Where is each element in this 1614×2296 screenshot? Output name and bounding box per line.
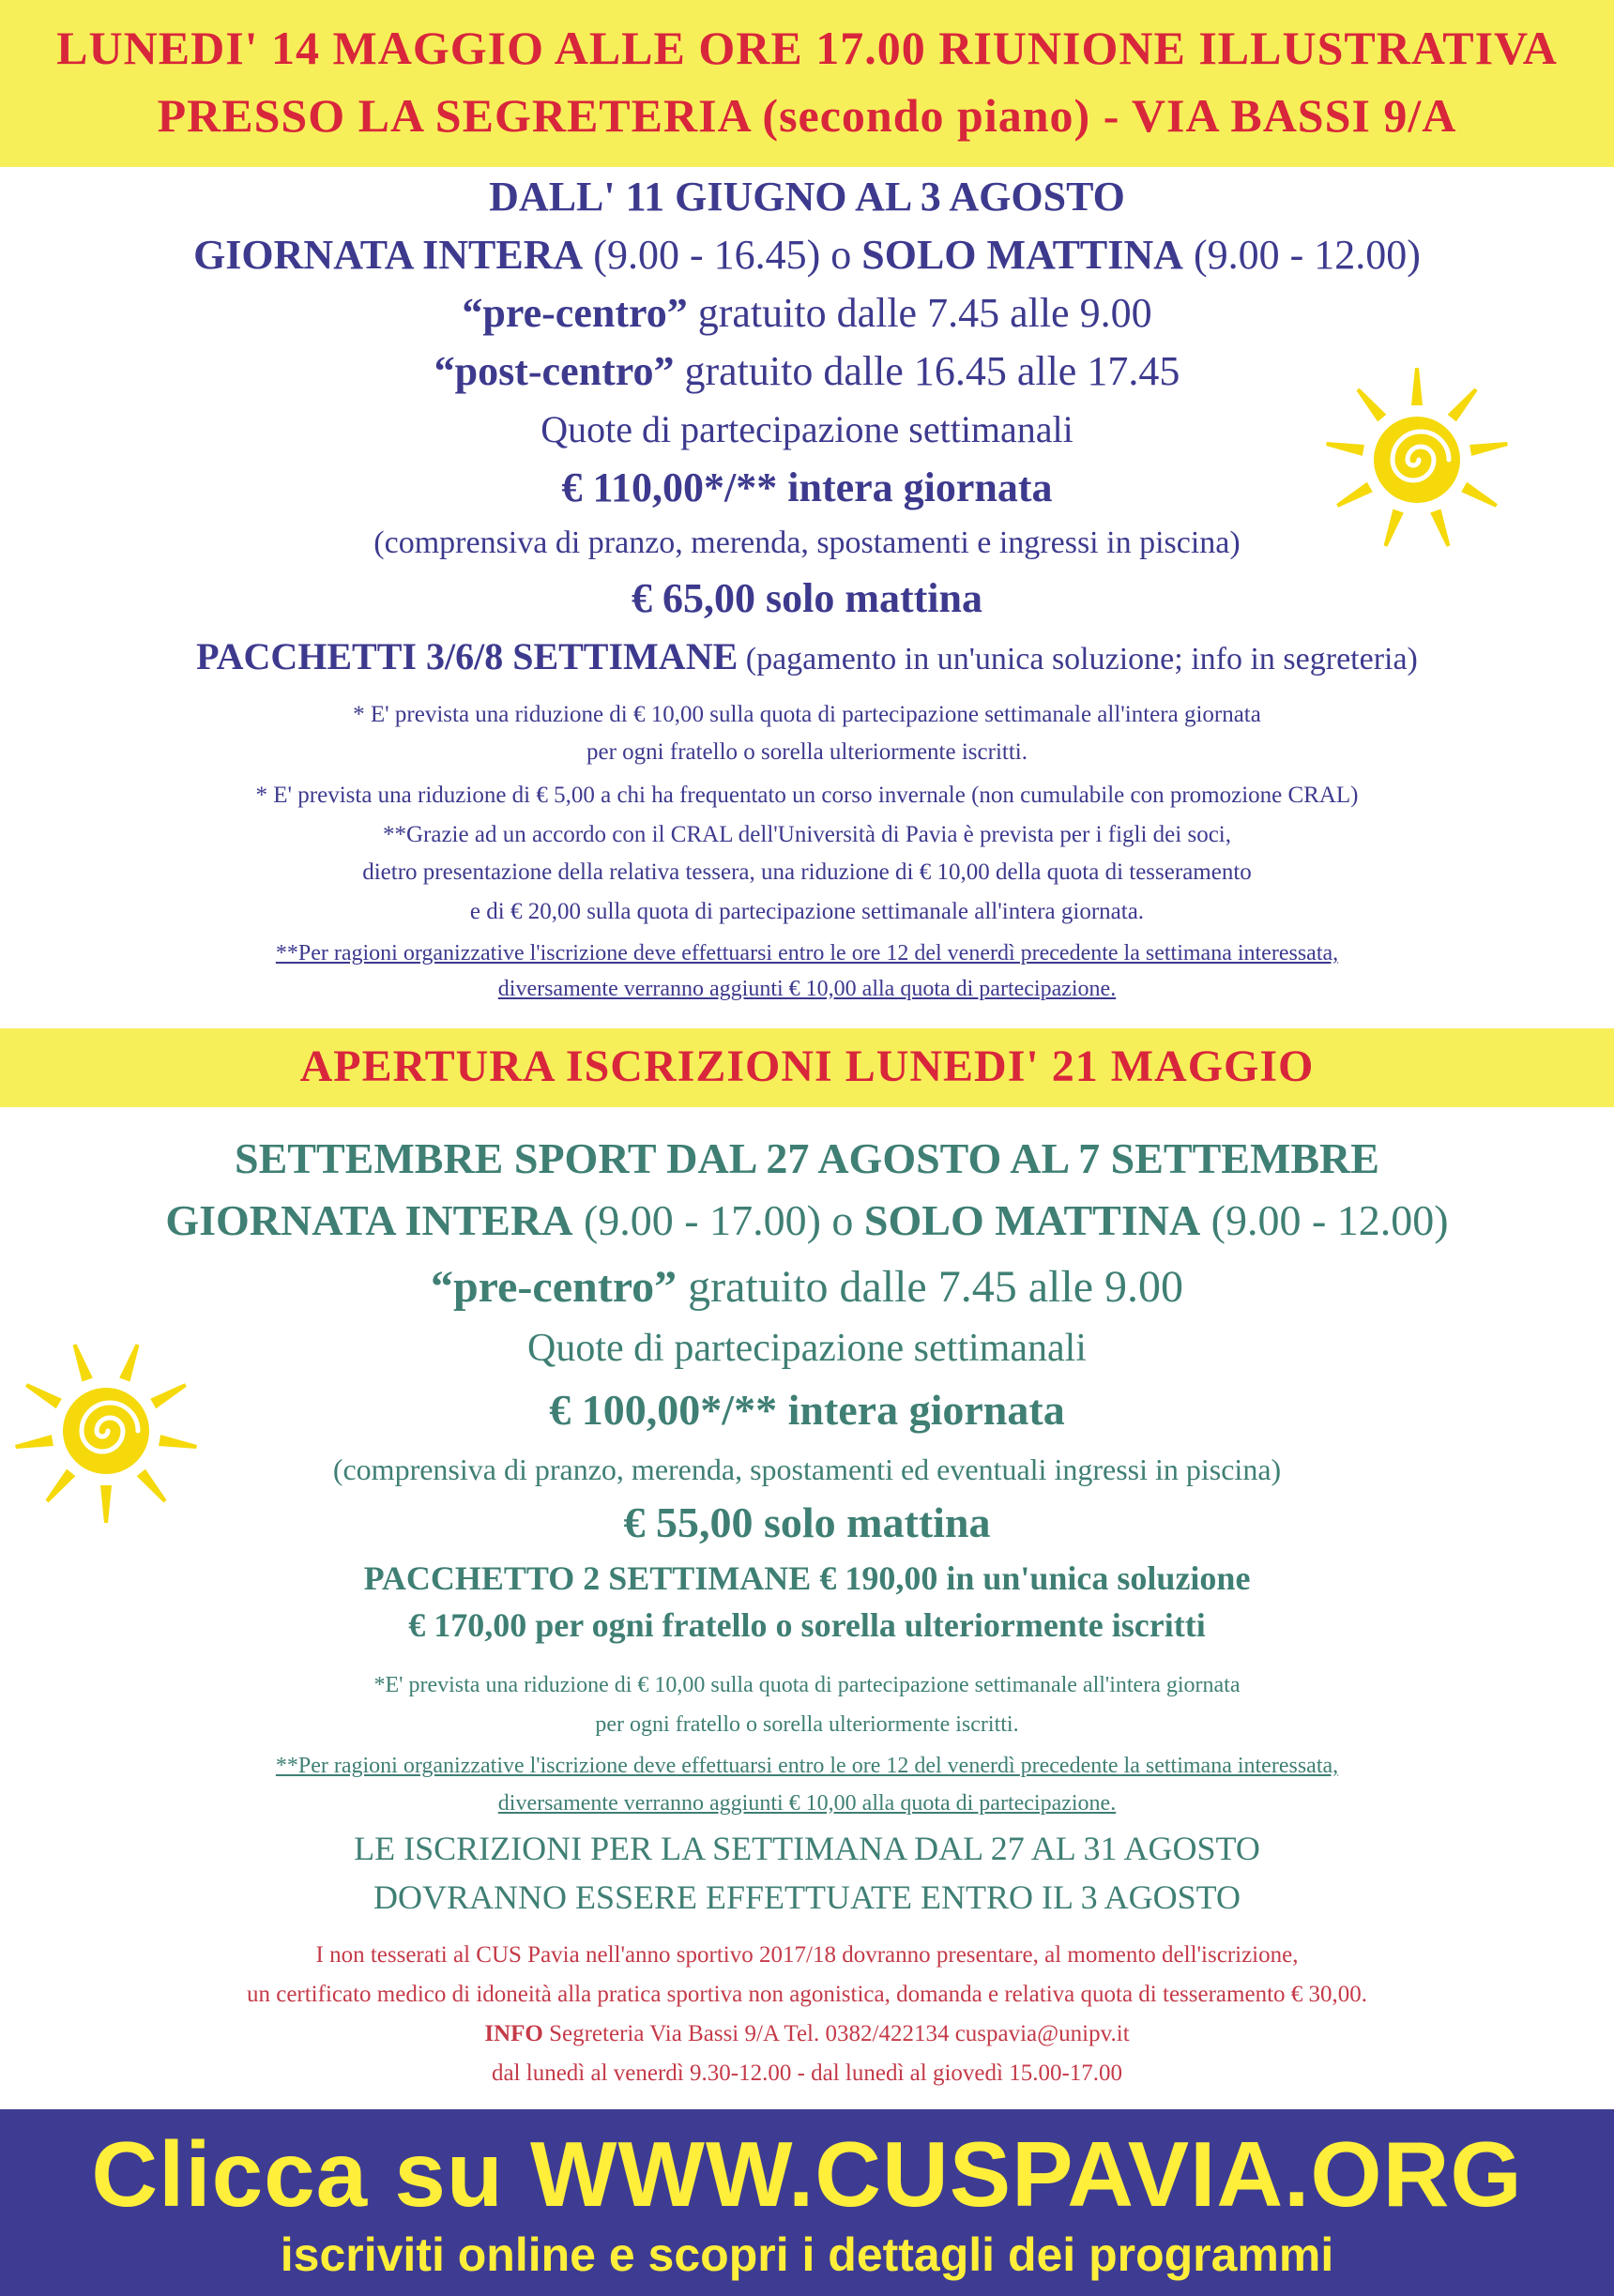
summer-pre-text: gratuito dalle 7.45 alle 9.00 bbox=[687, 290, 1152, 336]
september-price-full: € 100,00*/** intera giornata bbox=[549, 1386, 1065, 1434]
sun-icon bbox=[8, 1332, 205, 1529]
summer-pre-centro bbox=[0, 289, 1614, 338]
summer-note-5: dietro presentazione della relativa tessera, una riduzione di € 10,00 della quota di tesseramento bbox=[362, 859, 1252, 885]
summer-deadline-2: diversamente verranno aggiunti € 10,00 alla quota di partecipazione. bbox=[497, 977, 1117, 1001]
summer-note-2: per ogni fratello o sorella ulteriormente iscritti. bbox=[586, 739, 1028, 765]
summer-quote-title: Quote di partecipazione settimanali bbox=[541, 408, 1073, 450]
september-deadline-2: diversamente verranno aggiunti € 10,00 alla quota di partecipazione. bbox=[497, 1791, 1117, 1816]
summer-morning-label: SOLO MATTINA bbox=[861, 232, 1183, 278]
info-line-1: I non tesserati al CUS Pavia nell'anno sportivo 2017/18 dovranno presentare, al momento dell'iscrizione, bbox=[315, 1942, 1299, 1968]
summer-packages-note: (pagamento in un'unica soluzione; info in segreteria) bbox=[738, 642, 1418, 677]
september-siblings: € 170,00 per ogni fratello o sorella ulteriormente iscritti bbox=[408, 1606, 1206, 1644]
info-contact-text: Segreteria Via Bassi 9/A Tel. 0382/422134 cuspavia@unipv.it bbox=[542, 2021, 1130, 2046]
summer-deadline-1: **Per ragioni organizzative l'iscrizione deve effettuarsi entro le ore 12 del venerdì precedente la settimana interessata, bbox=[275, 941, 1339, 966]
september-includes: (comprensiva di pranzo, merenda, spostamenti ed eventuali ingressi in piscina) bbox=[332, 1452, 1282, 1486]
summer-post-label: “post-centro” bbox=[434, 348, 675, 394]
september-morning-label: SOLO MATTINA bbox=[863, 1196, 1201, 1244]
info-hours: dal lunedì al venerdì 9.30-12.00 - dal lunedì al giovedì 15.00-17.00 bbox=[491, 2060, 1123, 2086]
september-full-day-hours: (9.00 - 17.00) o bbox=[572, 1196, 864, 1244]
summer-full-day-hours: (9.00 - 16.45) o bbox=[583, 232, 862, 278]
info-label: INFO bbox=[484, 2021, 543, 2046]
september-package: PACCHETTO 2 SETTIMANE € 190,00 in un'unica soluzione bbox=[363, 1559, 1251, 1597]
september-schedule bbox=[0, 1195, 1614, 1246]
footer-cta[interactable]: Clicca su WWW.CUSPAVIA.ORG bbox=[91, 2122, 1523, 2226]
summer-note-3: * E' prevista una riduzione di € 5,00 a chi ha frequentato un corso invernale (non cumulabile con promozione CRAL) bbox=[255, 783, 1359, 808]
info-contact bbox=[0, 2019, 1614, 2049]
september-full-day-label: GIORNATA INTERA bbox=[165, 1196, 573, 1244]
september-pre-centro bbox=[0, 1261, 1614, 1314]
september-registration-1: LE ISCRIZIONI PER LA SETTIMANA DAL 27 AL 31 AGOSTO bbox=[354, 1830, 1260, 1867]
september-note-1: *E' prevista una riduzione di € 10,00 sulla quota di partecipazione settimanale all'intera giornata bbox=[373, 1673, 1241, 1697]
summer-note-4: **Grazie ad un accordo con il CRAL dell'Università di Pavia è prevista per i figli dei soci, bbox=[382, 822, 1231, 847]
summer-includes: (comprensiva di pranzo, merenda, spostamenti e ingressi in piscina) bbox=[373, 525, 1241, 560]
september-morning-hours: (9.00 - 12.00) bbox=[1200, 1196, 1449, 1244]
summer-price-morning: € 65,00 solo mattina bbox=[632, 575, 982, 621]
september-note-2: per ogni fratello o sorella ulteriormente iscritti. bbox=[595, 1712, 1019, 1737]
summer-morning-hours: (9.00 - 12.00) bbox=[1182, 232, 1421, 278]
summer-note-6: e di € 20,00 sulla quota di partecipazione settimanale all'intera giornata. bbox=[469, 899, 1145, 924]
header-line-2: PRESSO LA SEGRETERIA (secondo piano) - VIA BASSI 9/A bbox=[157, 89, 1457, 142]
summer-pre-label: “pre-centro” bbox=[462, 290, 688, 336]
summer-full-day-label: GIORNATA INTERA bbox=[193, 232, 584, 278]
footer-banner bbox=[0, 2109, 1614, 2296]
summer-price-full: € 110,00*/** intera giornata bbox=[561, 464, 1053, 510]
september-price-morning: € 55,00 solo mattina bbox=[623, 1498, 991, 1546]
summer-note-1: * E' prevista una riduzione di € 10,00 sulla quota di partecipazione settimanale all'intera giornata bbox=[353, 702, 1261, 727]
september-pre-text: gratuito dalle 7.45 alle 9.00 bbox=[677, 1262, 1183, 1312]
september-deadline-1: **Per ragioni organizzative l'iscrizione deve effettuarsi entro le ore 12 del venerdì precedente la settimana interessata, bbox=[275, 1754, 1339, 1778]
summer-dates: DALL' 11 GIUGNO AL 3 AGOSTO bbox=[489, 174, 1125, 220]
september-registration-2: DOVRANNO ESSERE EFFETTUATE ENTRO IL 3 AGOSTO bbox=[373, 1878, 1241, 1916]
header-line-1: LUNEDI' 14 MAGGIO ALLE ORE 17.00 RIUNIONE ILLUSTRATIVA bbox=[56, 22, 1558, 74]
summer-schedule bbox=[0, 231, 1614, 280]
summer-packages bbox=[0, 634, 1614, 682]
summer-post-text: gratuito dalle 16.45 alle 17.45 bbox=[674, 348, 1180, 394]
september-pre-label: “pre-centro” bbox=[430, 1262, 678, 1312]
september-quote-title: Quote di partecipazione settimanali bbox=[527, 1327, 1087, 1370]
sun-icon bbox=[1318, 361, 1515, 558]
footer-subtitle: iscriviti online e scopri i dettagli dei programmi bbox=[280, 2228, 1334, 2281]
september-title: SETTEMBRE SPORT DAL 27 AGOSTO AL 7 SETTEMBRE bbox=[235, 1134, 1379, 1182]
summer-packages-label: PACCHETTI 3/6/8 SETTIMANE bbox=[196, 635, 738, 677]
opening-banner-text: APERTURA ISCRIZIONI LUNEDI' 21 MAGGIO bbox=[299, 1042, 1315, 1091]
info-line-2: un certificato medico di idoneità alla pratica sportiva non agonistica, domanda e relativa quota di tesseramento € 30,00. bbox=[246, 1982, 1368, 2007]
